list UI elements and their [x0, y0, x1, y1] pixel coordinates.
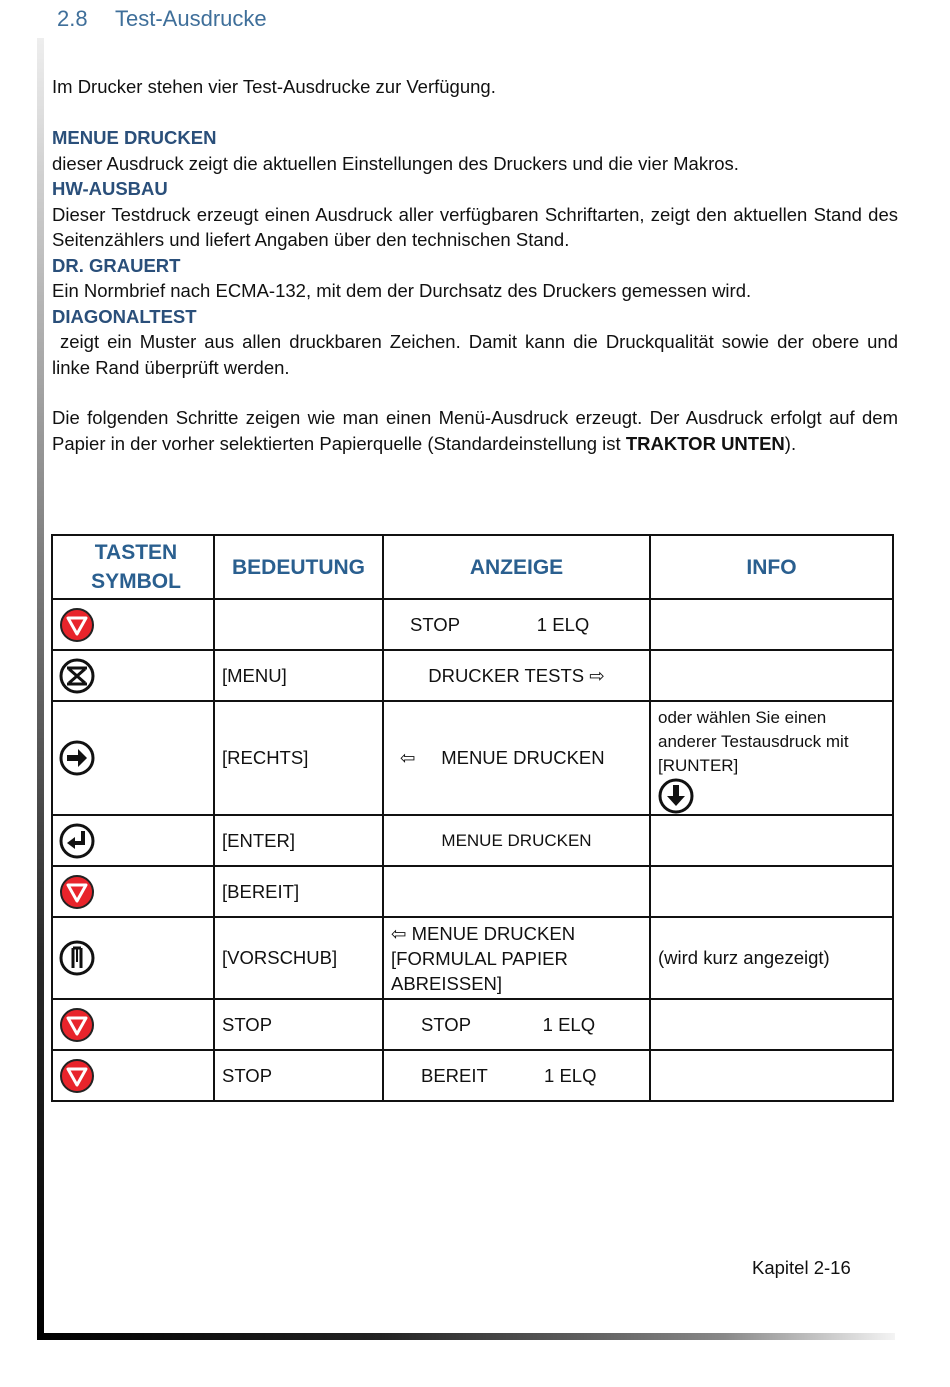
info-text: oder wählen Sie einen anderer Testausdruck mit [RUNTER] — [658, 708, 849, 775]
test-descriptions — [52, 125, 904, 380]
table-row: STOP BEREIT 1 ELQ — [52, 1050, 893, 1101]
table-row: [MENU] DRUCKER TESTS ⇨ — [52, 650, 893, 701]
menu-hourglass-icon — [59, 658, 95, 694]
stop-triangle-icon — [59, 874, 95, 910]
table-header-row — [52, 535, 893, 599]
page-bottom-border — [37, 1333, 895, 1340]
section-text-dr-grauert: Ein Normbrief nach ECMA-132, mit dem der Durchsatz des Druckers gemessen wird. — [52, 280, 752, 301]
stop-triangle-icon — [59, 607, 95, 643]
table-row: STOP 1 ELQ — [52, 599, 893, 650]
page-left-border — [37, 38, 44, 1340]
arrow-down-icon — [658, 778, 694, 814]
section-text-hw-ausbau: Dieser Testdruck erzeugt einen Ausdruck aller verfügbaren Schriftarten, zeigt den aktuellen Stand des Seitenzählers und liefert Angaben über den technischen Stand. — [52, 203, 898, 250]
table-row: [ENTER] MENUE DRUCKEN — [52, 815, 893, 866]
section-text-diagonaltest: zeigt ein Muster aus allen druckbaren Zeichen. Damit kann die Druckqualität sowie der obere und linke Rand überprüft werden. — [52, 331, 904, 378]
table-row: STOP STOP 1 ELQ — [52, 999, 893, 1050]
steps-intro: Die folgenden Schritte zeigen wie man einen Menü-Ausdruck erzeugt. Der Ausdruck erfolgt auf dem Papier in der vorher selektierten Papierquelle (Standardeinstellung ist TRAKTOR UNTEN). — [52, 407, 898, 454]
section-title-menue-drucken: MENUE DRUCKEN — [52, 127, 217, 148]
section-title-dr-grauert: DR. GRAUERT — [52, 254, 181, 276]
header-meaning: BEDEUTUNG — [214, 535, 383, 599]
section-text-menue-drucken: dieser Ausdruck zeigt die aktuellen Einstellungen des Druckers und die vier Makros. — [52, 152, 739, 174]
default-paper-source: TRAKTOR UNTEN — [625, 432, 785, 454]
section-title: Test-Ausdrucke — [115, 6, 267, 31]
table-row: [VORSCHUB] ⇦ MENUE DRUCKEN [FORMULAL PAPIER ABREISSEN] (wird kurz angezeigt) — [52, 917, 893, 999]
feed-icon — [59, 940, 95, 976]
header-display: ANZEIGE — [383, 535, 650, 599]
intro-text: Im Drucker stehen vier Test-Ausdrucke zur Verfügung. — [52, 76, 496, 97]
table-row: [RECHTS] ⇦ MENUE DRUCKEN oder wählen Sie einen anderer Testausdruck mit [RUNTER] — [52, 701, 893, 815]
section-title-diagonaltest: DIAGONALTEST — [52, 305, 197, 327]
steps-table — [51, 534, 894, 1102]
stop-triangle-icon — [59, 1007, 95, 1043]
enter-icon — [59, 823, 95, 859]
header-symbol: TASTEN SYMBOL — [52, 535, 214, 599]
section-title-hw-ausbau: HW-AUSBAU — [52, 178, 168, 199]
arrow-right-icon — [59, 740, 95, 776]
section-number: 2.8 — [57, 6, 88, 31]
header-info: INFO — [650, 535, 893, 599]
section-heading — [57, 6, 267, 32]
table-row: [BEREIT] — [52, 866, 893, 917]
page-footer: Kapitel 2-16 — [752, 1257, 851, 1278]
stop-triangle-icon — [59, 1058, 95, 1094]
